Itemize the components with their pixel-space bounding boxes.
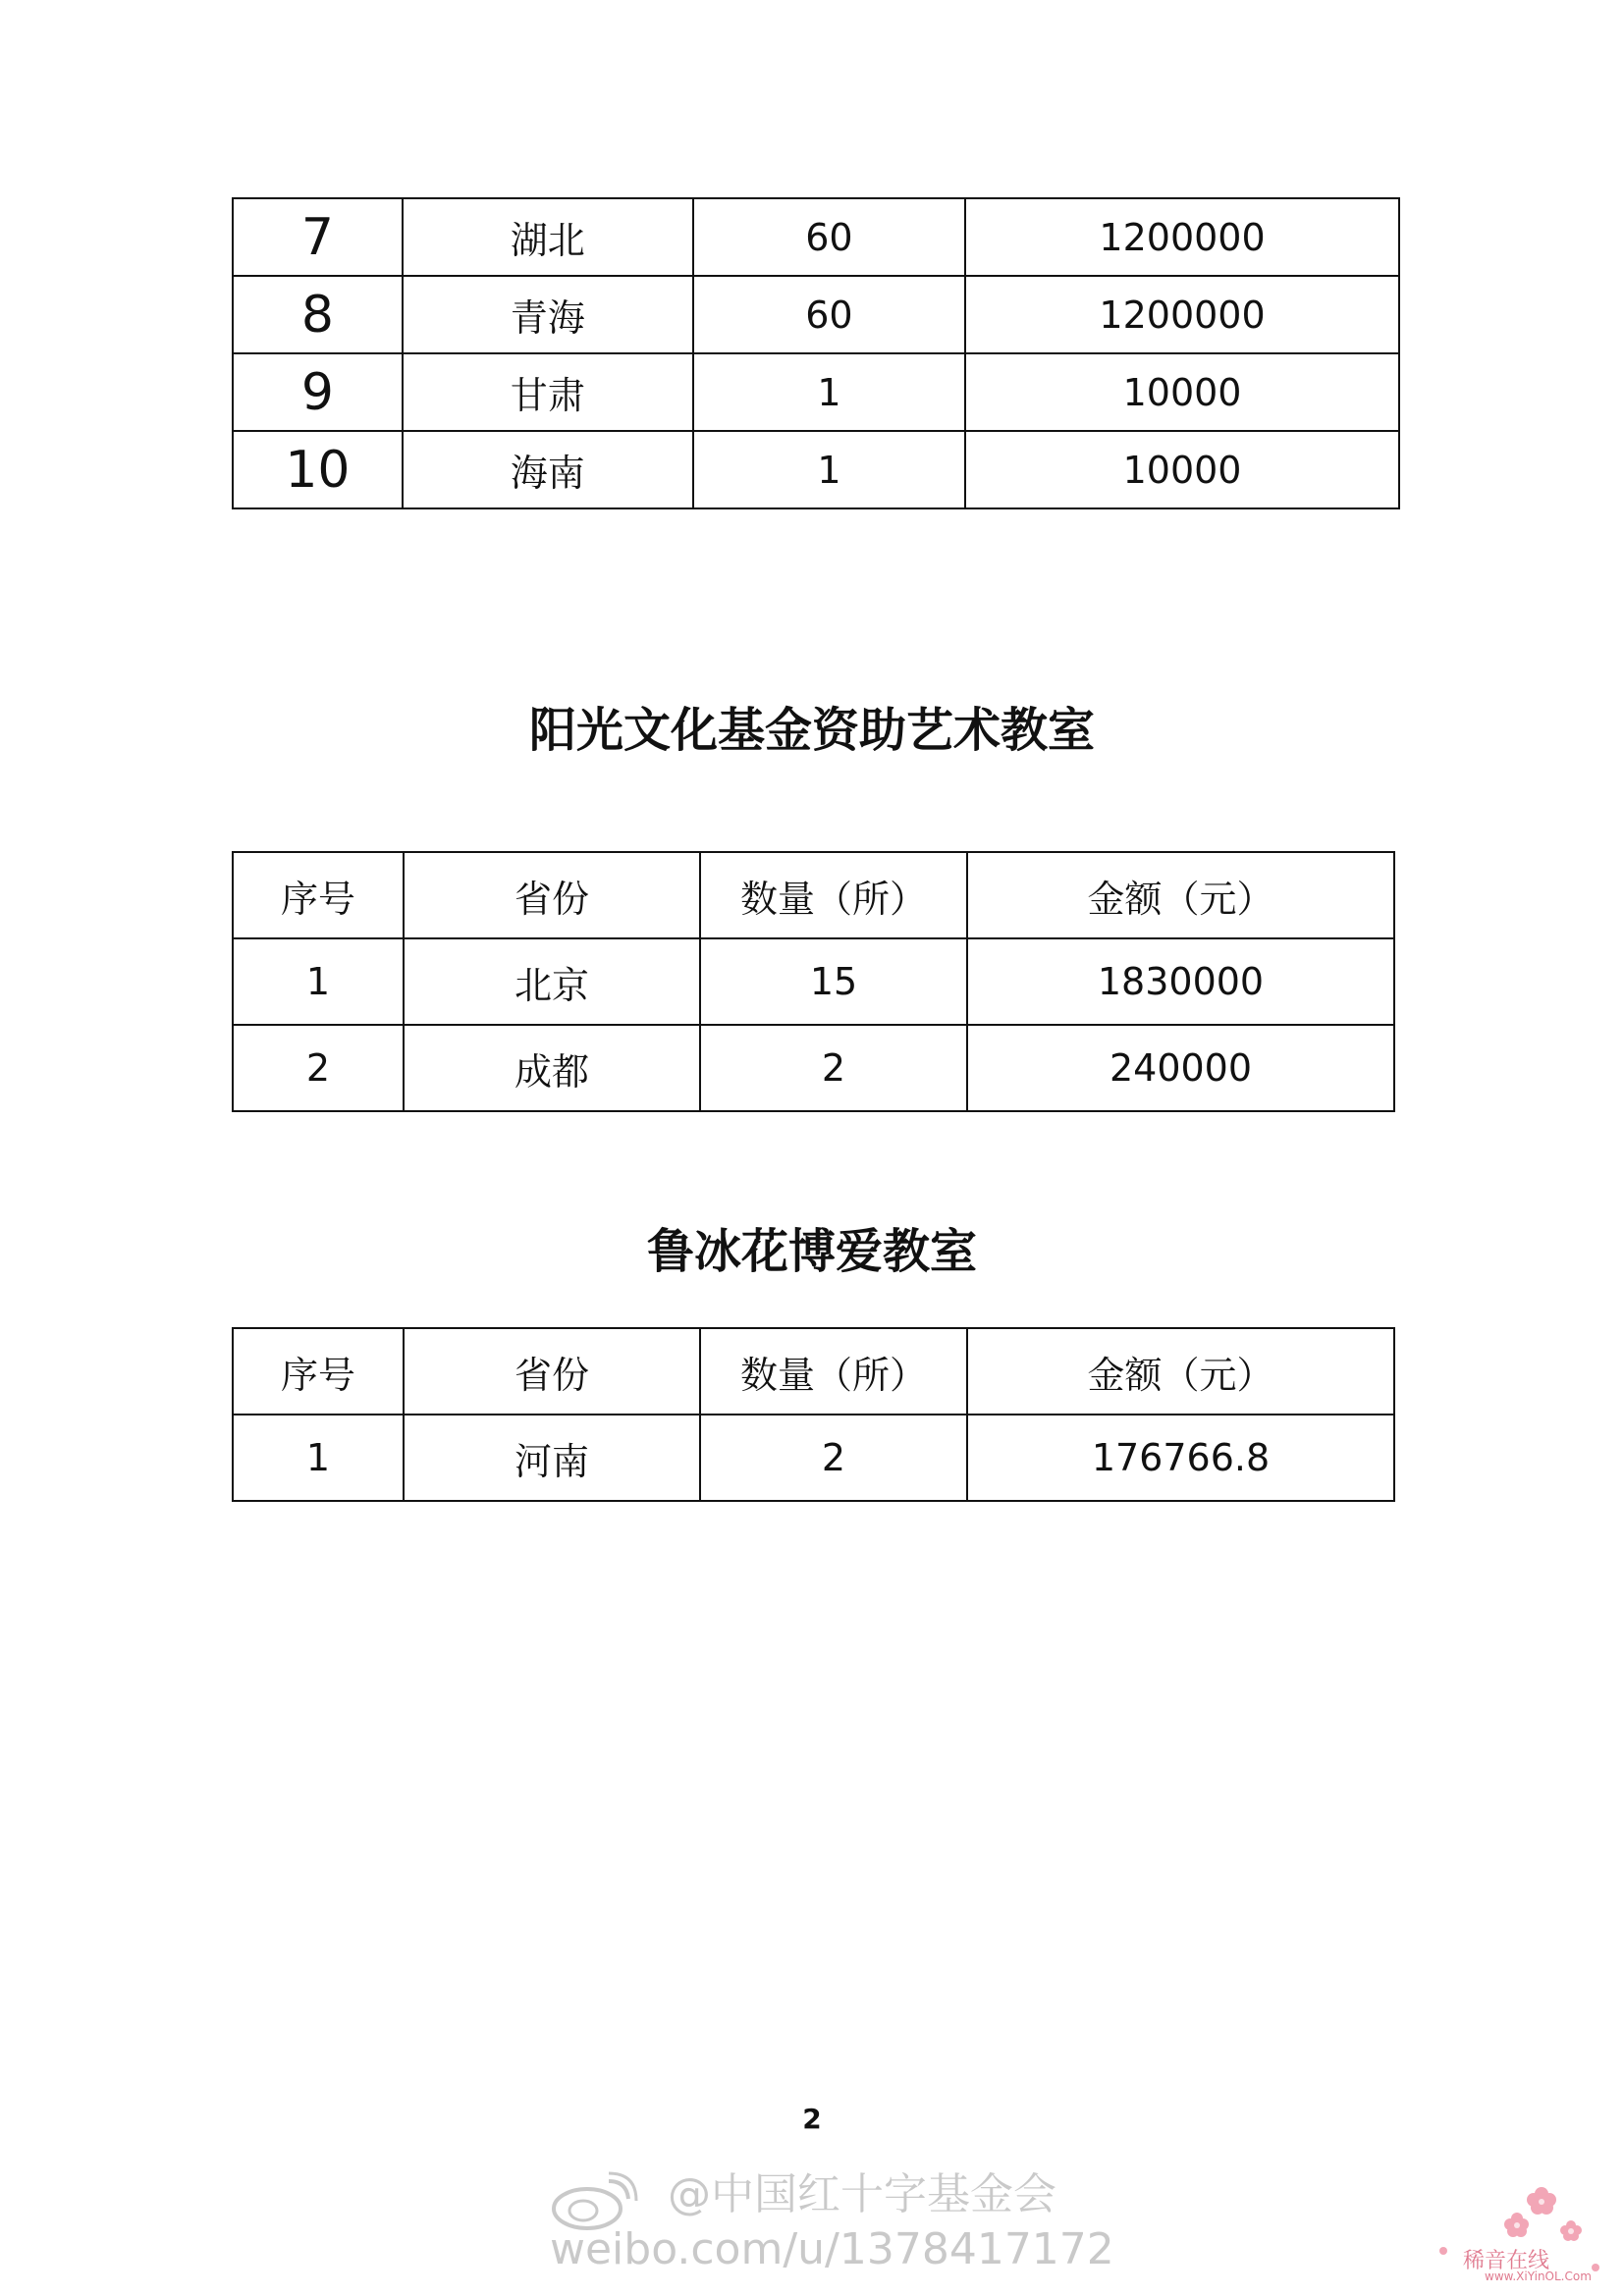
cell-amount: 176766.8 [967, 1415, 1394, 1501]
table-row [233, 1415, 1394, 1501]
cell-no: 1 [233, 938, 404, 1025]
cell-count: 15 [700, 938, 967, 1025]
header-amount: 金额（元） [967, 1328, 1394, 1415]
cell-province: 北京 [404, 938, 700, 1025]
cell-province: 河南 [404, 1415, 700, 1501]
cell-province: 湖北 [403, 198, 693, 276]
cell-no: 1 [233, 1415, 404, 1501]
table-row [233, 1025, 1394, 1111]
logo-subtext: www.XiYinOL.Com [1485, 2269, 1592, 2283]
table-row [233, 353, 1399, 431]
logo-text: 稀音在线 [1463, 2249, 1550, 2273]
cell-count: 2 [700, 1025, 967, 1111]
header-province: 省份 [404, 852, 700, 938]
table-lu [232, 1327, 1395, 1502]
cell-no: 9 [233, 353, 403, 431]
page-number: 2 [802, 2103, 822, 2135]
cell-amount: 1200000 [965, 276, 1399, 353]
table-row [233, 276, 1399, 353]
weibo-icon [548, 2171, 638, 2230]
cell-province: 成都 [404, 1025, 700, 1111]
cell-province: 青海 [403, 276, 693, 353]
header-province: 省份 [404, 1328, 700, 1415]
cell-province: 甘肃 [403, 353, 693, 431]
watermark-handle: @中国红十字基金会 [668, 2169, 1056, 2219]
section-title-sunshine: 阳光文化基金资助艺术教室 [528, 703, 1095, 758]
cell-count: 1 [693, 353, 965, 431]
table-header-row [233, 1328, 1394, 1415]
cell-count: 60 [693, 198, 965, 276]
cell-amount: 240000 [967, 1025, 1394, 1111]
header-no: 序号 [233, 1328, 404, 1415]
cell-amount: 10000 [965, 353, 1399, 431]
cell-amount: 1830000 [967, 938, 1394, 1025]
cell-amount: 10000 [965, 431, 1399, 508]
cell-no: 2 [233, 1025, 404, 1111]
weibo-watermark [550, 2167, 1114, 2277]
cell-province: 海南 [403, 431, 693, 508]
section-title-lu: 鲁冰花博爱教室 [646, 1224, 977, 1279]
cell-count: 1 [693, 431, 965, 508]
table-sunshine [232, 851, 1395, 1112]
cell-no: 7 [233, 198, 403, 276]
cell-count: 60 [693, 276, 965, 353]
table-row [233, 431, 1399, 508]
cell-no: 8 [233, 276, 403, 353]
table-continued [232, 197, 1400, 509]
header-no: 序号 [233, 852, 404, 938]
cell-amount: 1200000 [965, 198, 1399, 276]
header-amount: 金额（元） [967, 852, 1394, 938]
table-row [233, 938, 1394, 1025]
cell-no: 10 [233, 431, 403, 508]
table-header-row [233, 852, 1394, 938]
header-count: 数量（所） [700, 852, 967, 938]
watermark-url: weibo.com/u/1378417172 [550, 2224, 1114, 2274]
cell-count: 2 [700, 1415, 967, 1501]
table-row [233, 198, 1399, 276]
header-count: 数量（所） [700, 1328, 967, 1415]
